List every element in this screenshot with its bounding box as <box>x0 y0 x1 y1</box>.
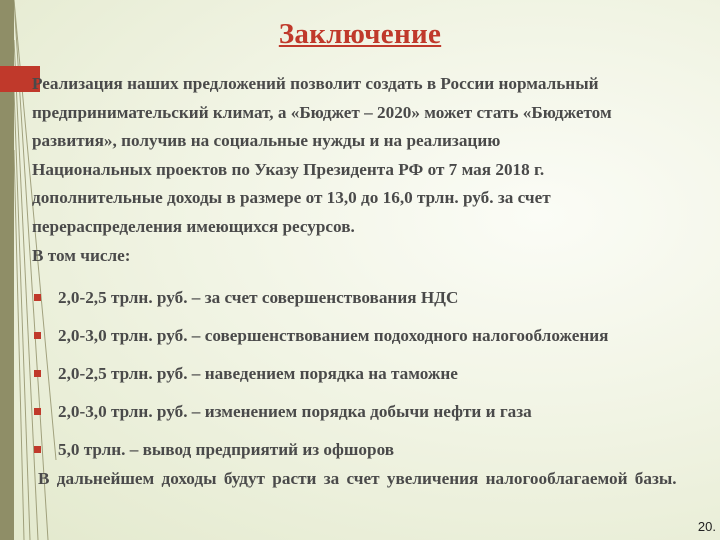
paragraph-line: Национальных проектов по Указу Президента РФ от 7 мая 2018 г. <box>32 159 545 179</box>
bullet-square-icon <box>34 446 41 453</box>
page-number: 20. <box>697 519 716 534</box>
bullet-item <box>32 321 712 359</box>
subheading: В том числе: <box>32 246 131 265</box>
bullet-text: 2,0-2,5 трлн. руб. – наведением порядка на таможне <box>58 364 458 383</box>
bullet-square-icon <box>34 332 41 339</box>
bullet-item <box>32 359 712 397</box>
bullet-square-icon <box>34 294 41 301</box>
bullet-square-icon <box>34 370 41 377</box>
paragraph-line: развития», получив на социальные нужды и на реализацию <box>32 131 501 151</box>
bullet-item <box>32 283 712 321</box>
bullet-text: 2,0-3,0 трлн. руб. – совершенствованием подоходного налогообложения <box>58 326 609 345</box>
bullet-text: 2,0-3,0 трлн. руб. – изменением порядка добычи нефти и газа <box>58 402 532 421</box>
paragraph-line: предпринимательский климат, а «Бюджет – 2020» может стать «Бюджетом <box>32 102 612 122</box>
paragraph-line: дополнительные доходы в размере от 13,0 до 16,0 трлн. руб. за счет <box>32 188 551 208</box>
closing-statement: В дальнейшем доходы будут расти за счет увеличения налогооблагаемой базы. <box>38 469 677 488</box>
paragraph-line: Реализация наших предложений позволит создать в России нормальный <box>32 74 599 93</box>
bullet-square-icon <box>34 408 41 415</box>
bullet-text: 5,0 трлн. – вывод предприятий из офшоров <box>58 440 395 459</box>
bullet-item <box>32 435 712 473</box>
main-paragraph <box>32 70 712 242</box>
paragraph-line: перераспределения имеющихся ресурсов. <box>32 216 355 236</box>
bullet-list <box>32 283 712 473</box>
bullet-text: 2,0-2,5 трлн. руб. – за счет совершенствования НДС <box>58 288 459 307</box>
slide-title: Заключение <box>278 18 442 50</box>
bullet-item <box>32 397 712 435</box>
